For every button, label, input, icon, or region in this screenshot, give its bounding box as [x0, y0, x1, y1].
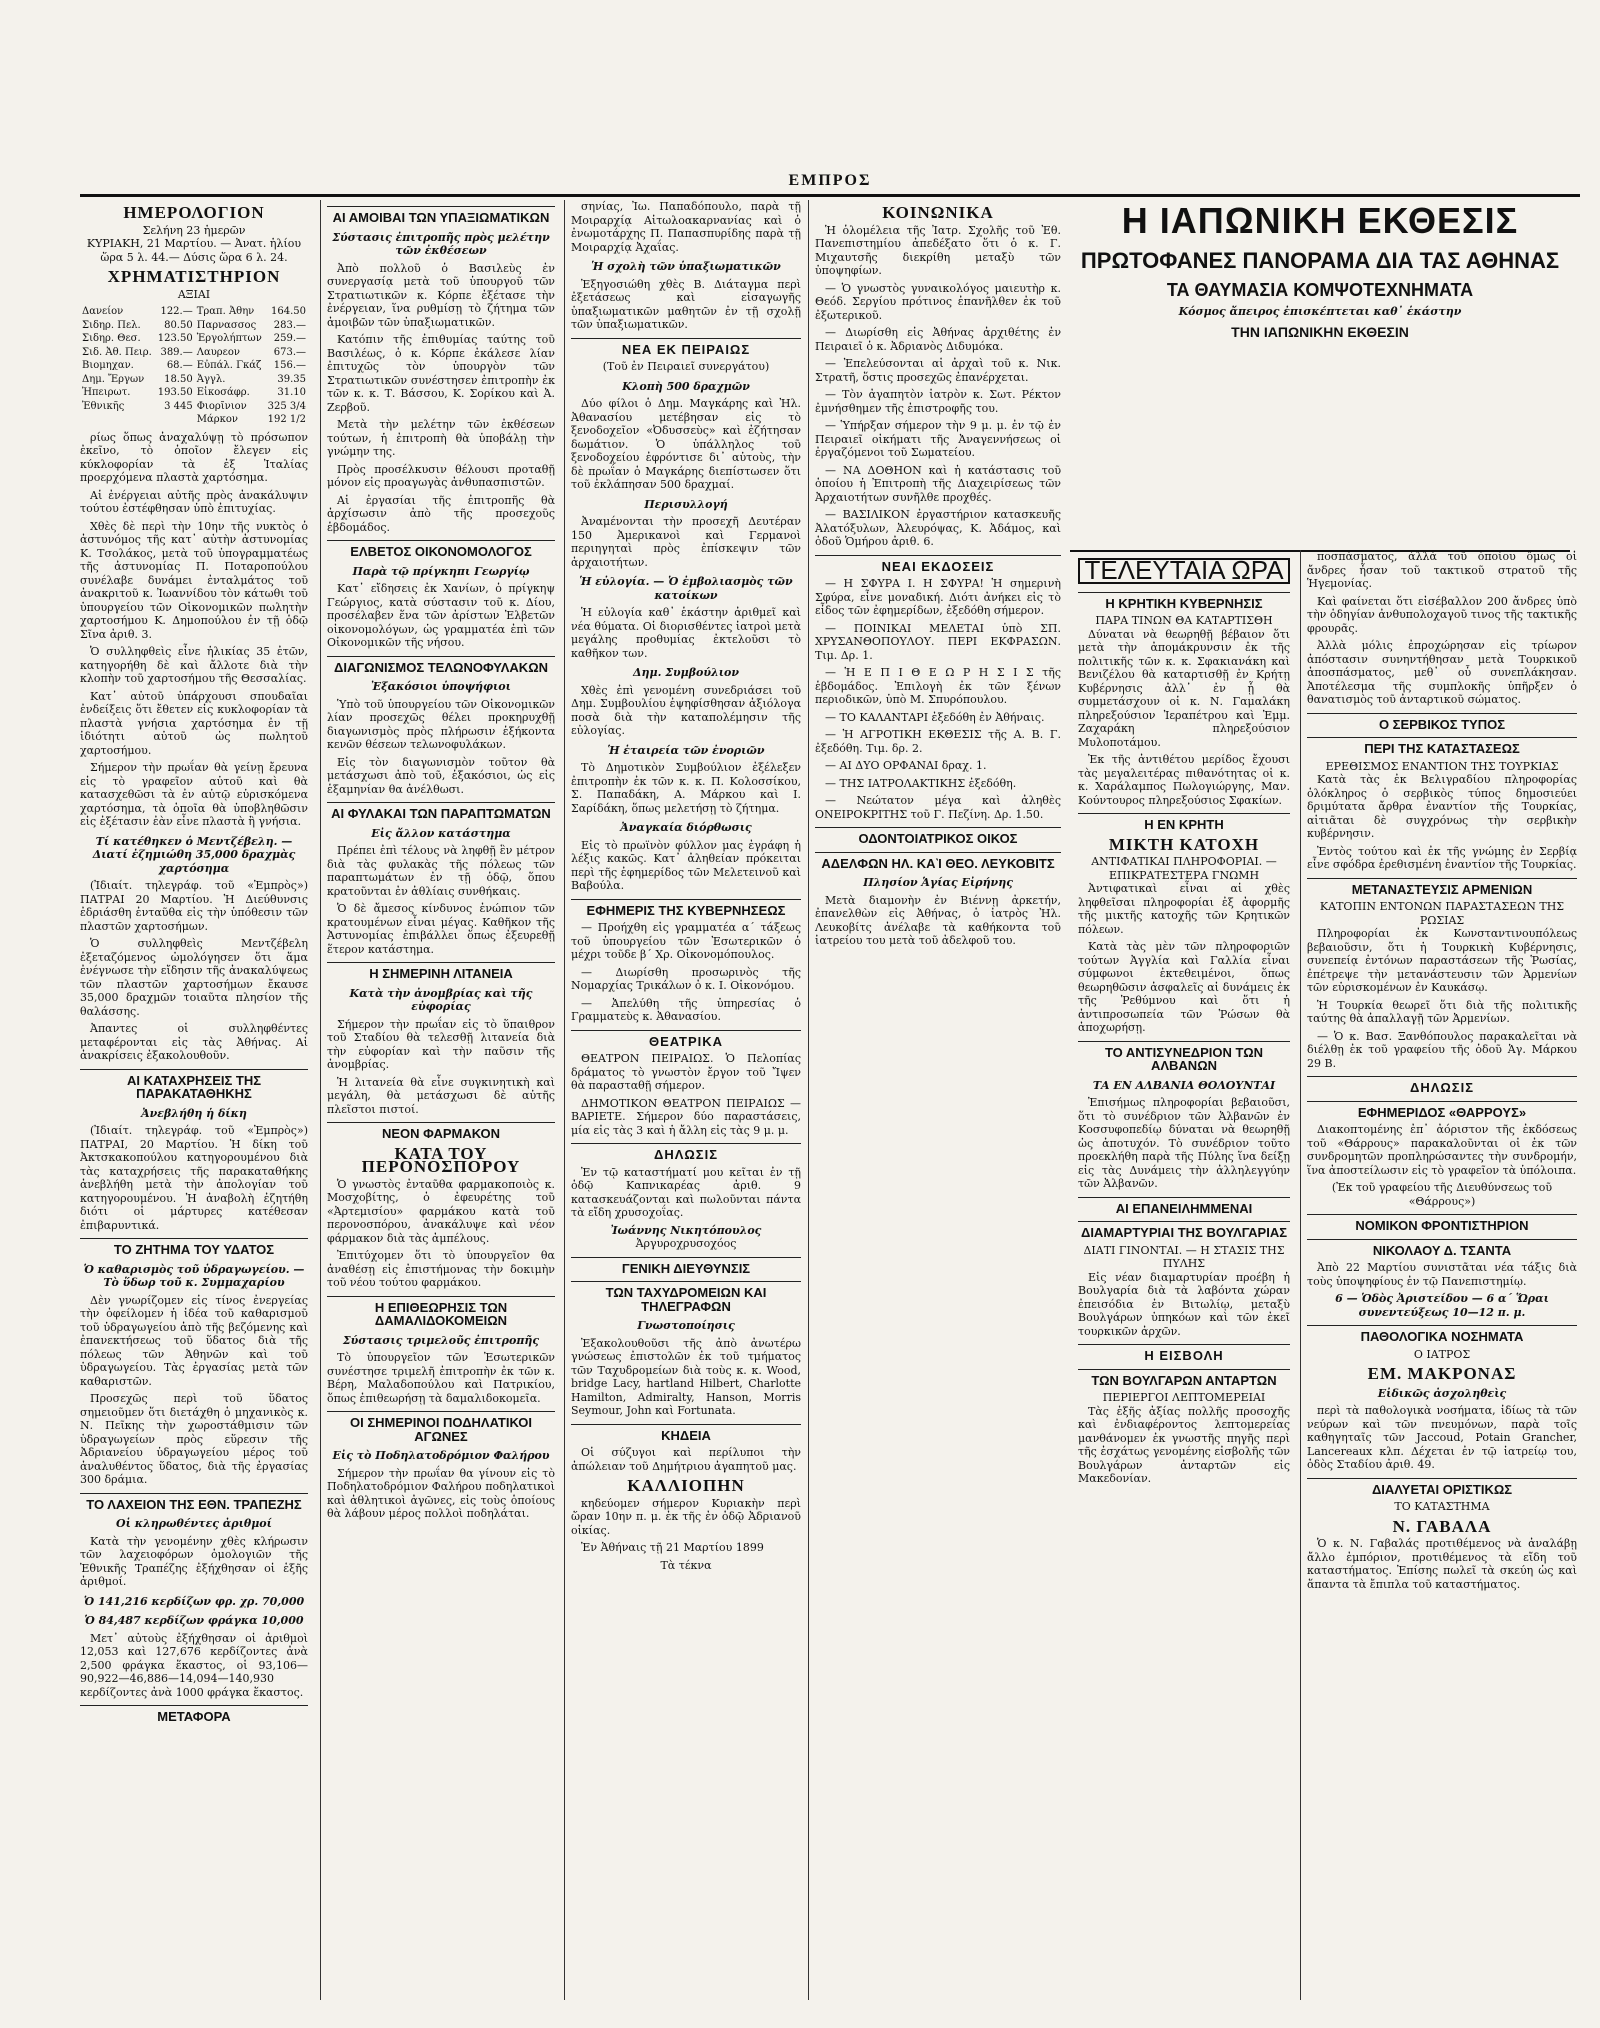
article-heading: Η ΕΙΣΒΟΛΗ	[1078, 1344, 1290, 1363]
table-row	[80, 332, 308, 346]
article-heading: ΝΟΜΙΚΟΝ ΦΡΟΝΤΙΣΤΗΡΙΟΝ	[1307, 1214, 1577, 1233]
article-paragraph: Κατ᾽ αὐτοῦ ὑπάρχουσι σπουδαῖαι ἐνδείξεις ὅτι ἔθετεν εἰς κυκλοφορίαν τὰ πλαστὰ γνήσια χαρτόσημα ἐν τῇ ἰδιότητι αὐτοῦ ὡς πωλητοῦ χαρτοσήμου.	[80, 689, 308, 757]
article-paragraph: — Νεώτατον μέγα καὶ ἀληθὲς ΟΝΕΙΡΟΚΡΙΤΗΣ τοῦ Γ. Πεζίνη. Δρ. 1.50.	[815, 794, 1061, 821]
article-paragraph: — Ὁ γνωστὸς γυναικολόγος μαιευτὴρ κ. Θεόδ. Σεργίου πρότινος ἐπανῆλθεν ἐκ τοῦ ἐξωτερικοῦ.	[815, 281, 1061, 322]
article-subheading: Οἱ κληρωθέντες ἀριθμοί	[116, 1517, 272, 1530]
rate-value: 673.—	[273, 346, 306, 358]
table-row	[80, 373, 308, 387]
rate-value: 68.—	[166, 360, 193, 371]
article-paragraph: Ἀπαντες οἱ συλληφθέντες μεταφέρονται εἰς τὰς Ἀθήνας. Αἱ ἀνακρίσεις ἐξακολουθοῦν.	[80, 1022, 308, 1062]
article-note: ΚΑΤΟΠΙΝ ΕΝΤΟΝΩΝ ΠΑΡΑΣΤΑΣΕΩΝ ΤΗΣ ΡΩΣΙΑΣ	[1319, 900, 1565, 927]
article-paragraph: Ἐν τῷ καταστήματί μου κεῖται ἐν τῇ ὁδῷ Καπνικαρέας ἀριθ. 9 κατασκευάζονται καὶ πωλοῦνται πάντα τὰ εἴδη χρυσοχοΐας.	[571, 1165, 801, 1219]
ad-subtitle: ΤΑ ΘΑΥΜΑΣΙΑ ΚΟΜΨΟΤΕΧΝΗΜΑΤΑ	[1166, 280, 1474, 300]
article-subheading: Εἰς ἄλλον κατάστημα	[371, 826, 511, 840]
rate-name: Ἐθνικῆς	[82, 400, 125, 412]
rate-value: 122.—	[160, 306, 193, 317]
masthead	[80, 170, 1580, 197]
article-heading: ΝΙΚΟΛΑΟΥ Δ. ΤΣΑΝΤΑ	[1307, 1239, 1577, 1258]
article-paragraph: Σήμερον τὴν πρωΐαν θα γίνουν εἰς τὸ Ποδηλατοδρόμιον Φαλήρου ποδηλατικοὶ καὶ ἀθλητικοὶ ἀγῶνες, εἰς τοὺς ὁποίους θὰ λάβουν μέρος πολλοὶ ποδηλάται.	[327, 1466, 555, 1520]
article-heading: ΤΩΝ ΒΟΥΛΓΑΡΩΝ ΑΝΤΑΡΤΩΝ	[1078, 1369, 1290, 1388]
article-heading: ΓΕΝΙΚΗ ΔΙΕΥΘΥΝΣΙΣ	[571, 1257, 801, 1276]
table-row	[80, 413, 308, 427]
article-paragraph: Πρὸς προσέλκυσιν θέλουσι προταθῇ μόνον εἰς προαγωγὰς ἀνθυπασπιστῶν.	[327, 462, 555, 489]
article-paragraph: Καὶ φαίνεται ὅτι εἰσέβαλλον 200 ἄνδρες ὑπὸ τὴν ὁδηγίαν ἀνθυπολοχαγοῦ τινος τῆς τακτικῆς φρουρᾶς.	[1307, 594, 1577, 635]
article-paragraph: ρίως ὅπως ἀναχαλύψῃ τὸ πρόσωπον ἐκεῖνο, τὸ ὁποῖον ἔλεγεν εἰς κύκλοφορίαν τὰ ἐξ Ἰταλίας προερχόμενα πλαστὰ χαρτόσημα.	[80, 430, 308, 484]
article-subheading: Εἰς τὸ Ποδηλατοδρόμιον Φαλήρου	[332, 1449, 550, 1462]
rate-name: Σιδ. Ἀθ. Πειρ.	[82, 346, 152, 358]
article-paragraph: Ἐν Ἀθήναις τῇ 21 Μαρτίου 1899	[581, 1541, 764, 1554]
article-paragraph: Χθὲς ἐπὶ γενομένη συνεδριάσει τοῦ Δημ. Συμβουλίου ἐψηφίσθησαν ἀξιόλογα ποσὰ διὰ τὴν καταπολέμησιν τῆς εὐλογίας.	[571, 683, 801, 737]
article-heading: ΤΟ ΖΗΤΗΜΑ ΤΟΥ ΥΔΑΤΟΣ	[80, 1238, 308, 1257]
column-6	[1300, 550, 1583, 2000]
ad-subtitle: ΠΡΩΤΟΦΑΝΕΣ ΠΑΝΟΡΑΜΑ ΔΙΑ ΤΑΣ ΑΘΗΝΑΣ	[1080, 248, 1560, 273]
article-heading: ΚΑΛΛΙΟΠΗΝ	[627, 1476, 745, 1495]
article-heading: ΟΔΟΝΤΟΙΑΤΡΙΚΟΣ ΟΙΚΟΣ	[815, 827, 1061, 846]
article-paragraph: — Ἡ Ε Π Ι Θ Ε Ω Ρ Η Σ Ι Σ τῆς ἑβδομάδος. Ἐπιλογὴ ἐκ τῶν ξένων περιοδικῶν, ὑπὸ Μ. Σπυρόπουλου.	[815, 666, 1061, 706]
article-note: 6 — Ὁδὸς Ἀριστείδου — 6 α΄ Ὥραι συνεντεύξεως 10—12 π. μ.	[1335, 1292, 1549, 1319]
article-subheading: Ἐξακόσιοι ὑποψήφιοι	[371, 680, 511, 693]
article-subheading: Ἡ εὐλογία. — Ὁ ἐμβολιασμὸς τῶν κατοίκων	[579, 575, 793, 602]
rate-value: 156.—	[273, 360, 306, 371]
article-paragraph: Δύο φίλοι ὁ Δημ. Μαγκάρης καὶ Ἠλ. Ἀθανασίου μετέβησαν εἰς τὸ ξενοδοχεῖον «Ὀδυσσεὺς» καὶ ἐζήτησαν δωμάτιον. Ὁ ὑπάλληλος τοῦ ξενοδοχείου ἐφρόντισε δι᾽ αὐτοὺς, τὴν δὲ πρωΐαν ὁ Μαγκάρης διεπίστωσεν ὅτι τοῦ ἐκλάπησαν 500 δραχμαί.	[571, 397, 801, 491]
table-row	[80, 319, 308, 333]
rate-value	[155, 413, 195, 427]
article-heading: ΚΑΤΑ ΤΟΥ ΠΕΡΟΝΟΣΠΟΡΟΥ	[361, 1143, 521, 1176]
rate-name: Ἠπειρωτ.	[82, 387, 131, 398]
article-heading: ΑΔΕΛΦΩΝ ΗΛ. ΚΑῚ ΘΕΟ. ΛΕΥΚΟΒΙΤΣ	[815, 852, 1061, 871]
rate-name: Ἐργολήπτων	[196, 333, 262, 344]
article-subheading: Σύστασις ἐπιτροπῆς πρὸς μελέτην τῶν ἐκθέσεων	[332, 230, 550, 257]
article-subheading: Περισυλλογή	[644, 497, 728, 511]
article-paragraph: Τὰς ἑξῆς ἀξίας πολλῆς προσοχῆς καὶ ἐνδιαφέροντος λεπτομερείας μανθάνομεν ἐκ γνωστῆς πηγῆς περὶ τῆς ἐσχάτως γενομένης εἰσβολῆς τῶν Βουλγάρων ἀνταρτῶν εἰς Μακεδονίαν.	[1078, 1404, 1290, 1485]
rate-name: Μάρκον	[196, 414, 238, 425]
japanese-exhibition-ad	[1070, 200, 1570, 344]
article-note: ΕΡΕΘΙΣΜΟΣ ΕΝΑΝΤΙΟΝ ΤΗΣ ΤΟΥΡΚΙΑΣ	[1325, 759, 1559, 773]
rate-name: Σιδηρ. Πελ.	[82, 319, 141, 331]
article-paragraph: Ὁ γνωστὸς ἐνταῦθα φαρμακοποιὸς κ. Μοσχοβίτης, ὁ ἐφευρέτης τοῦ «Ἀρτεμισίου» φαρμάκου κατὰ τοῦ περονοσπόρου, ἀνακάλυψε καὶ νέον φάρμακον διὰ τὰς ἀμπέλους.	[327, 1177, 555, 1245]
article-paragraph: (Ἰδιαίτ. τηλεγράφ. τοῦ «Ἐμπρὸς») ΠΑΤΡΑΙ 20 Μαρτίου. Ἡ Διεύθυνσις ἐδριάσθη ἐνταῦθα εἰς τὴν ὑπόθεσιν τῶν πλαστῶν χαρτοσήμων.	[80, 879, 308, 933]
table-row	[80, 346, 308, 360]
newspaper-page	[80, 200, 1580, 2000]
rate-value: 283.—	[273, 319, 306, 331]
article-paragraph: — Τὸν ἀγαπητὸν ἰατρὸν κ. Σωτ. Ρέκτον ἐμνήσθημεν τῆς ἐπιστροφῆς του.	[815, 388, 1061, 415]
article-paragraph: Ἀλλὰ μόλις ἐπροχώρησαν εἰς τρίωρον ἀπόστασιν συνηντήθησαν μετὰ Τουρκικοῦ ἀποσπάσματος, μεθ᾽ οὗ συνεπλάκησαν. Ἀποτέλεσμα τῆς συμπλοκῆς ὑπῆρξεν ὁ θανατισμὸς τοῦ ἀνταρτικοῦ σώματος.	[1307, 639, 1577, 706]
article-subheading: Παρὰ τῷ πρίγκηπι Γεωργίῳ	[352, 564, 530, 578]
article-heading: ΝΕΑ ΕΚ ΠΕΙΡΑΙΩΣ	[571, 338, 801, 357]
article-heading: ΤΟ ΑΝΤΙΣΥΝΕΔΡΙΟΝ ΤΩΝ ΑΛΒΑΝΩΝ	[1078, 1041, 1290, 1073]
article-paragraph: — ΑΙ ΔΥΟ ΟΡΦΑΝΑΙ δραχ. 1.	[825, 759, 987, 772]
rate-name: Σιδηρ. Θεσ.	[82, 333, 141, 344]
article-paragraph: — ΝΑ ΔΟΘΗΟΝ καὶ ἡ κατάστασις τοῦ ὁποίου ἡ Ἐπιτροπὴ τῆς Διαχειρίσεως τῶν Ἀρχαιοτήτων συνῆλθε προχθές.	[815, 463, 1061, 504]
rate-value: 31.10	[277, 387, 306, 398]
article-heading: ΕΛΒΕΤΟΣ ΟΙΚΟΝΟΜΟΛΟΓΟΣ	[327, 540, 555, 559]
article-subheading: Κλοπὴ 500 δραχμῶν	[622, 379, 750, 393]
signature-title: Ἀργυροχρυσοχόος	[635, 1237, 737, 1250]
article-paragraph: Κατ᾽ εἴδησεις ἐκ Χανίων, ὁ πρίγκηψ Γεώργιος, κατὰ σύστασιν τοῦ κ. Δίου, προσέλαβεν ἕνα τῶν ἀρίστων Ἐλβετῶν οἰκονομολόγων, ὡς γραμματέα ἐπὶ τῶν Οἰκονομικῶν τῆς νήσου.	[327, 582, 555, 649]
article-subheading: Τί κατέθηκεν ὁ Μεντζέβελη. — Διατί ἐζημιώθη 35,000 δραχμὰς χαρτόσημα	[92, 834, 296, 875]
table-row	[80, 400, 308, 414]
article-paragraph: Σήμερον τὴν πρωΐαν θὰ γείνῃ ἔρευνα εἰς τὸ γραφεῖον αὐτοῦ καὶ θὰ κατασχεθῶσι τὰ ἐν αὐτῷ εὑρισκόμενα χαρτόσημα, τὰ ὁποῖα θὰ ὑποβληθῶσιν εἰς ἐξέτασιν ἐὰν εἶνε πλαστὰ ἢ γνήσια.	[80, 761, 308, 828]
article-subheading: Πλησίον Ἁγίας Εἰρήνης	[863, 876, 1013, 889]
article-paragraph: Κατὰ τὴν γενομένην χθὲς κλήρωσιν τῶν λαχειοφόρων ὁμολογιῶν τῆς Ἐθνικῆς Τραπέζης ἐξήχθησαν οἱ ἑξῆς ἀριθμοί.	[80, 1534, 308, 1588]
article-paragraph: (Ἰδιαίτ. τηλεγράφ. τοῦ «Ἐμπρὸς») ΠΑΤΡΑΙ, 20 Μαρτίου. Ἡ δίκη τοῦ Ἀκτσκακοπούλου κατηγορουμένου διὰ τὰς καταχρήσεις τῆς παρακαταθήκης ἀνεβλήθη μετὰ τὴν ἀπολογίαν τοῦ κατηγορουμένου. Ἡ ἀναβολὴ ἐζητήθη διότι οἱ μάρτυρες κατέθεσαν ἐπιβαρυντικά.	[80, 1124, 308, 1232]
article-paragraph: — Διωρίσθη προσωρινὸς τῆς Νομαρχίας Τρικάλων ὁ κ. Ι. Οἰκονόμου.	[571, 965, 801, 992]
article-paragraph: Σήμερον τὴν πρωΐαν εἰς τὸ ὕπαιθρον τοῦ Σταδίου θὰ τελεσθῇ λιτανεία διὰ τὴν εὐφορίαν καὶ τὴν παῦσιν τῆς ἀνομβρίας.	[327, 1017, 555, 1071]
rate-value: 80.50	[164, 319, 193, 331]
article-paragraph: Μετ᾽ αὐτοὺς ἐξήχθησαν οἱ ἀριθμοὶ 12,053 καὶ 127,676 κερδίζοντες ἀνὰ 2,500 φράγκα ἕκαστος, οἱ 93,106—90,922—46,886—14,094—140,930 κερδίζοντες ἀνὰ 1000 φράγκα ἕκαστος.	[80, 1631, 308, 1699]
article-subheading: Σύστασις τριμελοῦς ἐπιτροπῆς	[342, 1333, 540, 1347]
masthead-title: ΕΜΠΡΟΣ	[788, 172, 872, 189]
article-heading: ΑΙ ΑΜΟΙΒΑΙ ΤΩΝ ΥΠΑΞΙΩΜΑΤΙΚΩΝ	[327, 206, 555, 225]
article-subheading: Ἡ σχολὴ τῶν ὑπαξιωματικῶν	[591, 260, 781, 273]
article-paragraph: Αἱ ἐργασίαι τῆς ἐπιτροπῆς θὰ ἀρχίσωσιν ἀπὸ τῆς προσεχοῦς ἑβδομάδος.	[327, 493, 555, 534]
article-heading: ΜΙΚΤΗ ΚΑΤΟΧΗ	[1108, 834, 1260, 854]
article-paragraph: κηδεύομεν σήμερον Κυριακὴν περὶ ὥραν 10ην π. μ. ἐκ τῆς ἐν ὁδῷ Ἀδριανοῦ οἰκίας.	[571, 1496, 801, 1537]
article-paragraph: Κατόπιν τῆς ἐπιθυμίας ταύτης τοῦ Βασιλέως, ὁ κ. Κόρπε ἐκάλεσε λίαν ἐπιτυχῶς τὸν ὑπουργὸν τῶν Στρατιωτικῶν συνέστησεν ἐπιτροπὴν ἐκ τῶν κ. κ. Τ. Βάσσου, Κ. Σορίκου καὶ Ἀ. Ζερβοῦ.	[327, 333, 555, 414]
article-note: Ο ΙΑΤΡΟΣ	[1413, 1347, 1471, 1361]
article-heading: Η ΕΝ ΚΡΗΤΗ	[1078, 813, 1290, 832]
article-paragraph: Ὁ δὲ ἄμεσος κίνδυνος ἐνώπιον τῶν κρατουμένων εἶναι μέγας. Καθῆκον τῆς Ἀστυνομίας ἐπιβάλλει ὅπως ἐξευρεθῇ ἕτερον κατάστημα.	[327, 902, 555, 956]
article-paragraph: Ἀπὸ 22 Μαρτίου συνιστᾶται νέα τάξις διὰ τοὺς ὑποψηφίους ἐν τῷ Πανεπιστημίῳ.	[1307, 1261, 1577, 1288]
rate-value: 39.35	[277, 373, 306, 385]
table-row	[80, 359, 308, 373]
article-heading: ΝΕΟΝ ΦΑΡΜΑΚΟΝ	[327, 1122, 555, 1141]
rate-value: 3 445	[164, 400, 193, 412]
article-heading: ΔΙΑΓΩΝΙΣΜΟΣ ΤΕΛΩΝΟΦΥΛΑΚΩΝ	[327, 656, 555, 675]
rate-name: Βιομηχαν.	[82, 360, 134, 371]
article-heading: ΑΙ ΚΑΤΑΧΡΗΣΕΙΣ ΤΗΣ ΠΑΡΑΚΑΤΑΘΗΚΗΣ	[80, 1069, 308, 1101]
rate-name: Φιορῖνιον	[196, 400, 247, 412]
article-paragraph: Ἐξακολουθοῦσι τῆς ἀπὸ ἀνωτέρω γνώσεως ἐπιστολῶν ἐκ τοῦ τμήματος τῶν Ταχυδρομείων διὰ τοὺς κ. κ. Wood, bridge Lacy, hartland Hilbert, Charlotte Hamilton, Admiralty, Hanson, Morris Seymour, John καὶ Fortunata.	[571, 1336, 801, 1417]
article-paragraph: — ΠΟΙΝΙΚΑΙ ΜΕΛΕΤΑΙ ὑπὸ ΣΠ. ΧΡΥΣΑΝΘΟΠΟΥΛΟΥ. ΠΕΡΙ ΕΚΦΡΑΣΩΝ. Τιμ. Δρ. 1.	[815, 621, 1061, 662]
article-heading: ΕΜ. ΜΑΚΡΟΝΑΣ	[1367, 1364, 1517, 1383]
rate-name: Ἀγγλ.	[196, 373, 226, 385]
article-paragraph: Πρέπει ἐπὶ τέλους νὰ ληφθῇ ἓν μέτρον διὰ τὰς φυλακὰς τῆς πόλεως τῶν παραπτωμάτων ἐν τῇ ὁδῷ, ὅπου κρατοῦνται ἐν ἀθλίαις συνθήκαις.	[327, 844, 555, 898]
article-subheading: Κατὰ τὴν ἀνομβρίας καὶ τῆς εὐφορίας	[349, 986, 533, 1013]
article-paragraph: — Ἀπελύθη τῆς ὑπηρεσίας ὁ Γραμματεὺς κ. Ἀθανασίου.	[571, 996, 801, 1023]
article-heading: ΑΙ ΕΠΑΝΕΙΛΗΜΜΕΝΑΙ	[1078, 1197, 1290, 1216]
article-subheading: Ἀνεβλήθη ἡ δίκη	[141, 1106, 247, 1120]
article-paragraph: ΘΕΑΤΡΟΝ ΠΕΙΡΑΙΩΣ. Ὁ Πελοπίας δράματος τὸ γνωστὸν ἔργον τοῦ Ἴψεν θὰ παρασταθῇ σήμερον.	[571, 1052, 801, 1092]
bourse-title: ΧΡΗΜΑΤΙΣΤΗΡΙΟΝ	[107, 267, 281, 286]
article-heading: Ο ΣΕΡΒΙΚΟΣ ΤΥΠΟΣ	[1307, 713, 1577, 732]
article-heading: ΠΑΘΟΛΟΓΙΚΑ ΝΟΣΗΜΑΤΑ	[1307, 1325, 1577, 1344]
rate-value: 259.—	[273, 333, 306, 344]
article-paragraph: Ἡ εὐλογία καθ᾽ ἑκάστην ἀριθμεῖ καὶ νέα θύματα. Οἱ διορισθέντες ἰατροὶ μετὰ μεγάλης προθυμίας ἐκτελοῦσι τὸ καθῆκον των.	[571, 606, 801, 660]
article-subheading: Δημ. Συμβούλιον	[633, 666, 739, 679]
article-heading: ΔΙΑΛΥΕΤΑΙ ΟΡΙΣΤΙΚΩΣ	[1307, 1478, 1577, 1497]
rate-name: Δημ. Ἔργων	[82, 373, 145, 385]
article-paragraph: Ἡ ὁλομέλεια τῆς Ἰατρ. Σχολῆς τοῦ Ἐθ. Πανεπιστημίου ἀπεδέξατο ὅτι ὁ κ. Γ. Μιχαυτσῆς διεκρίθη μεταξὺ τῶν ὑποψηφίων.	[815, 223, 1061, 277]
article-heading: ΚΗΔΕΙΑ	[571, 1424, 801, 1443]
article-paragraph: Κατὰ τὰς μὲν τῶν πληροφοριῶν τούτων Ἀγγλία καὶ Γαλλία εἶναι σύμφωνοι ἐκτεθειμένοι, ὅπως θεωρηθῶσιν ἀσφαλεῖς αἱ δυνάμεις ἐκ τῆς Ῥεθύμνου καὶ ὅτι ἡ ἀντιπροσωπεία τῶν Ῥώσων θὰ ἀποχωρήσῃ.	[1078, 940, 1290, 1034]
article-paragraph: Ἀναμένονται τὴν προσεχῆ Δευτέραν 150 Ἀμερικανοὶ καὶ Γερμανοὶ περιηγηταὶ πρὸς ἐπίσκεψιν τῶν ἀρχαιοτήτων.	[571, 515, 801, 569]
article-note: ΔΙΑΤΙ ΓΙΝΟΝΤΑΙ. — Η ΣΤΑΣΙΣ ΤΗΣ ΠΥΛΗΣ	[1083, 1243, 1285, 1270]
article-paragraph: — Διωρίσθη εἰς Ἀθήνας ἀρχιθέτης ἐν Πειραιεῖ ὁ κ. Ἀδριανὸς Διδυμόκα.	[815, 326, 1061, 353]
article-paragraph: Ἐκ τῆς ἀντιθέτου μερίδος ἔχουσι τὰς μεγαλειτέρας πιθανότητας οἱ κ. κ. Χαράλαμπος Πωλογιώργης, Μαν. Κούντουρος πληρεξούσιος Σφακίων.	[1078, 753, 1290, 807]
bourse-table	[80, 305, 308, 427]
ad-subtitle: ΤΗΝ ΙΑΠΩΝΙΚΗΝ ΕΚΘΕΣΙΝ	[1231, 324, 1409, 340]
article-paragraph: — Προήχθη εἰς γραμματέα α΄ τάξεως τοῦ ὑπουργείου τῶν Ἐσωτερικῶν ὁ μέχρι τοῦδε β΄ Χρ. Οἰκονομόπουλος.	[571, 921, 801, 961]
article-heading: ΕΦΗΜΕΡΙΔΟΣ «ΘΑΡΡΟΥΣ»	[1307, 1101, 1577, 1120]
article-note: ΑΝΤΙΦΑΤΙΚΑΙ ΠΛΗΡΟΦΟΡΙΑΙ. — ΕΠΙΚΡΑΤΕΣΤΕΡΑ ΓΝΩΜΗ	[1091, 855, 1277, 882]
article-paragraph: — Ἡ ΑΓΡΟΤΙΚΗ ΕΚΘΕΣΙΣ τῆς Α. Β. Γ. ἐξεδόθη. Τιμ. δρ. 2.	[815, 728, 1061, 755]
article-paragraph: — ΤΗΣ ΙΑΤΡΟΛΑΚΤΙΚΗΣ ἐξεδόθη.	[825, 776, 1017, 790]
article-paragraph: περὶ τὰ παθολογικὰ νοσήματα, ἰδίως τὰ τῶν νεύρων καὶ τῶν πνευμόνων, παρὰ τοῖς καθηγηταῖς τῶν Jaccoud, Potain Grancher, Lancereaux κλπ. Δέχεται ἐν τῷ ἰατρείῳ του, ὁδὸς Σταδίου ἀριθ. 49.	[1307, 1404, 1577, 1471]
article-note: (Ἐκ τοῦ γραφείου τῆς Διευθύνσεως τοῦ «Θάρρους»)	[1331, 1181, 1553, 1208]
rate-name: Εὐπάλ. Γκάζ	[196, 360, 262, 371]
article-paragraph: Πληροφορίαι ἐκ Κωνσταντινουπόλεως βεβαιοῦσιν, ὅτι ἡ Τουρκικὴ Κυβέρνησις, συνεπείᾳ ἐντόνων παραστάσεων τῆς Ῥωσίας, ἐπέτρεψε τὴν μετανάστευσιν τῶν Ἀρμενίων τῶν εὑρισκομένων ἐν Καυκάσῳ.	[1307, 927, 1577, 994]
signature: Τὰ τέκνα	[660, 1558, 712, 1572]
article-paragraph: Δύναται νὰ θεωρηθῇ βέβαιον ὅτι μετὰ τὴν ἀπομάκρυνσιν ἐκ τῆς πολιτικῆς τῶν κ. κ. Σφακιανάκη καὶ Βενιζέλου θὰ καταρτισθῇ ἐν Κρήτῃ Κυβέρνησις ἀλλ᾽ ἐν ᾗ θὰ συμμετάσχουν οἱ κ. Ν. Γαμαλάκη πληρεξούσιον Ἱεραπέτρου καὶ Ἐμμ. Ζαχαράκη πληρεξούσιον Μυλοποτάμου.	[1078, 627, 1290, 749]
article-note: ΠΑΡΑ ΤΙΝΩΝ ΘΑ ΚΑΤΑΡΤΙΣΘΗ	[1095, 614, 1273, 627]
column-2	[320, 200, 561, 2000]
article-note: ΤΟ ΚΑΤΑΣΤΗΜΑ	[1394, 1500, 1490, 1513]
article-subheading: ΤΑ ΕΝ ΑΛΒΑΝΙΑ ΘΟΛΟΥΝΤΑΙ	[1092, 1078, 1276, 1092]
article-paragraph: Ὑπὸ τοῦ ὑπουργείου τῶν Οἰκονομικῶν λίαν προσεχῶς θέλει προκηρυχθῇ διαγωνισμὸς πρὸς πλήρωσιν ἑξήκοντα κενῶν θέσεων τελωνοφυλάκων.	[327, 697, 555, 751]
article-heading: ΜΕΤΑΦΟΡΑ	[80, 1705, 308, 1724]
article-heading: ΔΗΛΩΣΙΣ	[571, 1143, 801, 1162]
ad-note: Κόσμος ἄπειρος ἐπισκέπτεται καθ᾽ ἑκάστην	[1178, 305, 1462, 318]
rate-name: Εἰκοσάφρ.	[196, 387, 250, 398]
article-paragraph: Κατὰ τὰς ἐκ Βελιγραδίου πληροφορίας ὁλόκληρος ὁ σερβικὸς τύπος δημοσιεύει δριμύτατα ἄρθρα ἐναντίον τῆς Τουρκίας, αἰτιᾶται δὲ συγχρόνως τὴν σερβικὴν κυβέρνησιν.	[1307, 773, 1577, 840]
article-paragraph: Ἡ Τουρκία θεωρεῖ ὅτι διὰ τῆς πολιτικῆς ταύτης θὰ ἀπαλλαγῇ τῶν Ἀρμενίων.	[1307, 998, 1577, 1025]
rate-value: 164.50	[271, 306, 306, 317]
article-heading: Η ΣΗΜΕΡΙΝΗ ΛΙΤΑΝΕΙΑ	[327, 962, 555, 981]
last-hour-box: ΤΕΛΕΥΤΑΙΑ ΩΡΑ	[1078, 558, 1290, 584]
article-subheading: Ἡ ἑταιρεία τῶν ἐνοριῶν	[607, 743, 765, 757]
article-paragraph: σηνίας, Ἰω. Παπαδόπουλο, παρὰ τῇ Μοιραρχίᾳ Αἰτωλοακαρνανίας καὶ ὁ ἐνωμοτάρχης Π. Παπασπυρίδης παρὰ τῇ Μοιραρχίᾳ Ἀχαΐας.	[571, 200, 801, 254]
column-4	[808, 200, 1067, 2000]
article-heading: Η ΚΡΗΤΙΚΗ ΚΥΒΕΡΝΗΣΙΣ	[1078, 592, 1290, 611]
article-paragraph: — ΤΟ ΚΑΛΑΝΤΑΡΙ ἐξεδόθη ἐν Ἀθήναις.	[825, 710, 1045, 724]
article-paragraph: — ΒΑΣΙΛΙΚΟΝ ἐργαστήριον κατασκευῆς Ἀλατόξυλων, Ἀλευρόψας, Κ. Ἀδάμος, καὶ ὁδοῦ Ὁμήρου ἀριθ. 6.	[815, 508, 1061, 548]
article-paragraph: Τὸ Δημοτικὸν Συμβούλιον ἐξέλεξεν ἐπιτροπὴν ἐκ τῶν κ. κ. Π. Κολοσσίκου, Σ. Παπαδάκη, Α. Μάρκου καὶ Ι. Σαρίδάκη, ὅπως μελετήσῃ τὸ ζήτημα.	[571, 761, 801, 815]
rate-value: 18.50	[164, 373, 193, 385]
rate-value: 123.50	[157, 333, 193, 344]
article-heading: ΜΕΤΑΝΑΣΤΕΥΣΙΣ ΑΡΜΕΝΙΩΝ	[1307, 878, 1577, 897]
article-paragraph: Διακοπτομένης ἐπ᾽ ἀόριστον τῆς ἐκδόσεως τοῦ «Θάρρους» παρακαλοῦνται οἱ ἐκ τῶν συνδρομητῶν προπληρώσαντες τὴν συνδρομήν, ἵνα ἀποστείλωσιν εἰς τὸ γραφεῖον τὰ ὑπόλοιπα.	[1307, 1123, 1577, 1177]
article-subheading: Εἰδικῶς ἀσχοληθεὶς	[1377, 1386, 1507, 1400]
rate-name: Δανείον	[82, 306, 124, 317]
rate-name	[80, 413, 155, 427]
article-heading: ΝΕΑΙ ΕΚΔΟΣΕΙΣ	[815, 555, 1061, 574]
rate-name: Τραπ. Ἀθην	[196, 306, 255, 317]
rate-value: 325 3/4	[267, 400, 306, 412]
prize-line: Ὁ 84,487 κερδίζων φράγκα 10,000	[84, 1614, 304, 1627]
article-subheading: Ἀναγκαία διόρθωσις	[620, 821, 752, 834]
ad-title: Η ΙΑΠΩΝΙΚΗ ΕΚΘΕΣΙΣ	[1121, 200, 1519, 241]
article-paragraph: Οἱ σύζυγοι καὶ περίλυποι τὴν ἀπώλειαν τοῦ Δημήτριου ἀγαπητοῦ μας.	[571, 1446, 801, 1473]
article-paragraph: Αἱ ἐνέργειαι αὐτῆς πρὸς ἀνακάλυψιν τούτου ἐστέφθησαν ὑπὸ ἐπιτυχίας.	[80, 488, 308, 515]
article-heading: ΤΩΝ ΤΑΧΥΔΡΟΜΕΙΩΝ ΚΑΙ ΤΗΛΕΓΡΑΦΩΝ	[571, 1281, 801, 1313]
article-paragraph: Μετὰ τὴν μελέτην τῶν ἐκθέσεων τούτων, ἡ ἐπιτροπὴ θὰ ὑποβάλῃ τὴν γνώμην της.	[327, 418, 555, 458]
article-paragraph: — Η ΣΦΥΡΑ Ι. Η ΣΦΥΡΑ! Ἡ σημερινὴ Σφύρα, εἶνε μοναδική. Διότι ἀνήκει εἰς τὸ εἶδος τῶν ἐφημερίδων, ἐξεδόθη σήμερον.	[815, 577, 1061, 617]
rate-name: Λαυρεον	[196, 346, 240, 358]
article-paragraph: Μετὰ διαμονὴν ἐν Βιέννῃ ἀρκετήν, ἐπανελθὼν εἰς Ἀθήνας, ὁ ἰατρὸς Ἠλ. Λευκοβίτς ἀνέλαβε τὰ καθήκοντα τοῦ ἰατρείου του μετὰ τοῦ ἀδελφοῦ του.	[815, 893, 1061, 947]
rate-value: 389.—	[160, 346, 193, 358]
article-paragraph: ΔΗΜΟΤΙΚΟΝ ΘΕΑΤΡΟΝ ΠΕΙΡΑΙΩΣ — ΒΑΡΙΕΤΕ. Σήμερον δύο παραστάσεις, μία εἰς τὰς 3 καὶ ἡ ἄλλη εἰς τὰς 9 μ. μ.	[571, 1096, 801, 1137]
article-paragraph: — Ὁ κ. Βασ. Ξανθόπουλος παρακαλεῖται νὰ διέλθῃ ἐκ τοῦ γραφείου τῆς ὁδοῦ Ἁγ. Μάρκου 29 Β.	[1307, 1029, 1577, 1070]
article-paragraph: Χθὲς δὲ περὶ τὴν 10ην τῆς νυκτὸς ὁ ἀστυνόμος τῆς κατ᾽ αὐτὴν ἀστυνομίας Κ. Τσολάκος, μετὰ τοῦ ὑπογραμματέως τῆς ἀστυνομίας Π. Ποταροπούλου συνέλαβε δυνάμει ἐνταλμάτος τοῦ ἀνακριτοῦ κ. Ἰωαννίδου τὸν κάτωθι τοῦ ὑπουργείου τῶν Οἰκονομικῶν πωλητὴν χαρτοσήμου Κ. Δημοπούλου ἐν τῇ ὁδῷ Σῖνα ἀριθ. 3.	[80, 519, 308, 641]
table-row	[80, 386, 308, 400]
article-paragraph: ποσπάσματος, ἀλλὰ τοῦ ὁποίου ὅμως οἱ ἄνδρες ἦσαν τοῦ τακτικοῦ στρατοῦ τῆς Ἡγεμονίας.	[1307, 550, 1577, 590]
rate-value: 193.50	[157, 387, 193, 398]
article-heading: ΟΙ ΣΗΜΕΡΙΝΟΙ ΠΟΔΗΛΑΤΙΚΟΙ ΑΓΩΝΕΣ	[327, 1411, 555, 1443]
article-paragraph: Τὸ ὑπουργεῖον τῶν Ἐσωτερικῶν συνέστησε τριμελῆ ἐπιτροπὴν ἐκ τῶν κ. Βέρη, Μαλαδοπούλου καὶ Πατρικίου, ὅπως ἐπιθεωρήσῃ τὰ δαμαλιδοκομεῖα.	[327, 1351, 555, 1405]
prize-line: Ὁ 141,216 κερδίζων φρ. χρ. 70,000	[83, 1594, 305, 1608]
article-heading: ΑΙ ΦΥΛΑΚΑΙ ΤΩΝ ΠΑΡΑΠΤΩΜΑΤΩΝ	[327, 802, 555, 821]
article-heading: ΚΟΙΝΩΝΙΚΑ	[882, 203, 994, 222]
bourse-subtitle: ΑΞΙΑΙ	[177, 287, 211, 301]
article-paragraph: Ἐπισήμως πληροφορίαι βεβαιοῦσι, ὅτι τὸ συνέδριον τῶν Ἀλβανῶν ἐν Κοσσυφοπεδίῳ δύναται νὰ θεωρηθῇ ὡς ἀποτυχόν. Τὸ συνέδριον τοῦτο προεκλήθη παρὰ τῆς Πύλης ἵνα δείξῃ εἰς τὰς Δυνάμεις τὴν ἀλληλεγγύην τῶν Ἀλβανῶν.	[1078, 1096, 1290, 1190]
article-paragraph: Ἐξηγοσιώθη χθὲς Β. Διάταγμα περὶ ἐξετάσεως καὶ εἰσαγωγῆς ὑπαξιωματικῶν μαθητῶν ἐν τῇ σχολῇ τῶν ὑπαξιωματικῶν.	[571, 277, 801, 331]
article-heading: ΕΦΗΜΕΡΙΣ ΤΗΣ ΚΥΒΕΡΝΗΣΕΩΣ	[571, 899, 801, 918]
article-paragraph: Ἐπιτύχομεν ὅτι τὸ ὑπουργεῖον θα ἀναθέσῃ εἰς ἐπιστήμονας τὴν δοκιμὴν τοῦ νέου τούτου φαρμάκου.	[327, 1249, 555, 1289]
article-paragraph: Ἡ λιτανεία θὰ εἶνε συγκινητικὴ καὶ μεγάλη, θὰ μετάσχωσι δὲ αὐτῆς πλεῖστοι πιστοί.	[327, 1075, 555, 1116]
article-paragraph: Εἰς νέαν διαμαρτυρίαν προέβη ἡ Βουλγαρία διὰ τὰ λαβόντα χώραν ἐπεισόδια ἐν Βιτωλίῳ, μεταξὺ Βουλγάρων ὑπηκόων καὶ τῶν ἐκεῖ τουρκικῶν ἀρχῶν.	[1078, 1270, 1290, 1338]
article-heading: ΔΗΛΩΣΙΣ	[1307, 1076, 1577, 1095]
calendar-line: Σελήνη 23 ἡμερῶν	[142, 223, 246, 237]
column-3	[564, 200, 807, 2000]
article-paragraph: — Ἐπελεύσονται αἱ ἀρχαὶ τοῦ κ. Νικ. Στρατῆ, ὅστις προσεχῶς ἐπανέρχεται.	[815, 357, 1061, 384]
article-paragraph: Εἰς τὸν διαγωνισμὸν τοῦτον θὰ μετάσχωσι ἀπὸ τοῦ, ἑξακόσιοι, ὡς εἰς ἑξαμηνίαν θα ἀνέλθωσι.	[327, 755, 555, 796]
article-paragraph: Εἰς τὸ πρωϊνὸν φύλλον μας ἐγράφη ἡ λέξις κακῶς. Κατ᾽ ἀληθείαν πρόκειται περὶ τῆς ἐφημερίδος τῶν Μελετεινοῦ καὶ Βαβούλα.	[571, 838, 801, 892]
article-paragraph: Ἀντιφατικαὶ εἶναι αἱ χθὲς ληφθεῖσαι πληροφορίαι ἐξ ἀφορμῆς τῆς μικτῆς κατοχῆς τῶν Κρητικῶν πόλεων.	[1078, 882, 1290, 936]
article-paragraph: Ὁ κ. Ν. Γαβαλάς προτιθέμενος νὰ ἀναλάβῃ ἄλλο ἐμπόριον, προτιθέμενος τὰ εἴδη τοῦ καταστήματος. Ἐπίσης πωλεῖ τὰ σκεύη ὡς καὶ ἅπαντα τὰ ἔπιπλα τοῦ καταστήματος.	[1307, 1537, 1577, 1591]
column-5	[1070, 550, 1298, 2000]
article-note: ΠΕΡΙΕΡΓΟΙ ΛΕΠΤΟΜΕΡΕΙΑΙ	[1102, 1391, 1266, 1404]
article-heading: ΠΕΡΙ ΤΗΣ ΚΑΤΑΣΤΑΣΕΩΣ	[1307, 737, 1577, 756]
signature: Ἰωάννης Νικητόπουλος	[610, 1223, 762, 1237]
article-paragraph: Ἀπὸ πολλοῦ ὁ Βασιλεὺς ἐν συνεργασίᾳ μετὰ τοῦ ὑπουργοῦ τῶν Στρατιωτικῶν κ. Κόρπε ἐξέτασε τὴν ἐνέργειαν, ἵνα ρυθμίσῃ τὸ ζήτημα τῶν ἀμοιβῶν τῶν ὑπαξιωματικῶν.	[327, 261, 555, 329]
rate-name: Παρνασσος	[196, 319, 257, 331]
table-row	[80, 305, 308, 319]
calendar-title: ΗΜΕΡΟΛΟΓΙΟΝ	[123, 203, 265, 222]
rate-value: 192 1/2	[267, 414, 306, 425]
article-paragraph: Ἐντὸς τούτου καὶ ἐκ τῆς γνώμης ἐν Σερβίᾳ εἶνε σφόδρα ἐρεθισμένη ἐναντίον τῆς Τουρκίας.	[1307, 844, 1577, 871]
article-paragraph: Ὁ συλληφθεὶς εἶνε ἡλικίας 35 ἐτῶν, κατηγορήθη δὲ καὶ ἄλλοτε διὰ τὴν κλοπὴν τοῦ χαρτοσήμου τῆς Θεσσαλίας.	[80, 645, 308, 685]
article-heading: Ν. ΓΑΒΑΛΑ	[1392, 1516, 1492, 1536]
article-subheading: Γνωστοποίησις	[637, 1319, 735, 1332]
article-heading: ΤΟ ΛΑΧΕΙΟΝ ΤΗΣ ΕΘΝ. ΤΡΑΠΕΖΗΣ	[80, 1493, 308, 1512]
article-note: (Τοῦ ἐν Πειραιεῖ συνεργάτου)	[602, 360, 770, 373]
article-paragraph: Δὲν γνωρίζομεν εἰς τίνος ἐνεργείας τὴν ὀφείλομεν ἡ ἰδέα τοῦ καθαρισμοῦ τοῦ ὑδραγωγείου ἀπὸ τῆς βεζόμενης καὶ ἐπανεκτήσεως τοῦ ὕδατος διὰ τῆς πόλεως τῶν Ἀθηνῶν καὶ τοῦ ὑδραγωγείου. Τὰς ἐργασίας μετὰ τῶν καθαριστῶν.	[80, 1293, 308, 1388]
article-subheading: Ὁ καθαρισμὸς τοῦ ὑδραγωγείου. — Τὸ ὕδωρ τοῦ κ. Συμμαχαρίου	[83, 1262, 305, 1289]
article-paragraph: — Ὑπήρξαν σήμερον τὴν 9 μ. μ. ἐν τῷ ἐν Πειραιεῖ οἰκήματι τῆς Ἀναγεννήσεως οἱ ἐργαζόμενοι τοῦ Σωματείου.	[815, 419, 1061, 459]
column-1	[80, 200, 314, 2000]
article-paragraph: Προσεχῶς περὶ τοῦ ὕδατος σημειοῦμεν ὅτι διετάχθη ὁ μηχανικὸς κ. Ν. Πεῖκης τὴν χωροστάθμισιν τῶν ὑδραγωγείων πρὸς εὕρεσιν τῆς Ἀδριανείου ὑδραγωγείου μέρος τοῦ ἀναλυθέντος ὕδατος, διὰ τῆς ἐργασίας 300 δράμια.	[80, 1392, 308, 1486]
article-heading: Η ΕΠΙΘΕΩΡΗΣΙΣ ΤΩΝ ΔΑΜΑΛΙΔΟΚΟΜΕΙΩΝ	[327, 1296, 555, 1328]
article-heading: ΔΙΑΜΑΡΤΥΡΙΑΙ ΤΗΣ ΒΟΥΛΓΑΡΙΑΣ	[1078, 1221, 1290, 1240]
article-heading: ΘΕΑΤΡΙΚΑ	[571, 1030, 801, 1049]
article-paragraph: Ὁ συλληφθεὶς Μεντζέβελη ἐξεταζόμενος ὡμολόγησεν ὅτι ἅμα ἐνέγνωσε τὴν εἴδησιν τῆς ἀνακαλύψεως τῶν πλαστῶν χαρτοσήμων ἔκαυσε 35,000 δραχμῶν τοιαῦτα πλησίον τῆς θαλάσσης.	[80, 937, 308, 1018]
calendar-line: ΚΥΡΙΑΚΗ, 21 Μαρτίου. — Ἀνατ. ἡλίου ὥρα 5 λ. 44.— Δύσις ὥρα 6 λ. 24.	[86, 237, 302, 264]
